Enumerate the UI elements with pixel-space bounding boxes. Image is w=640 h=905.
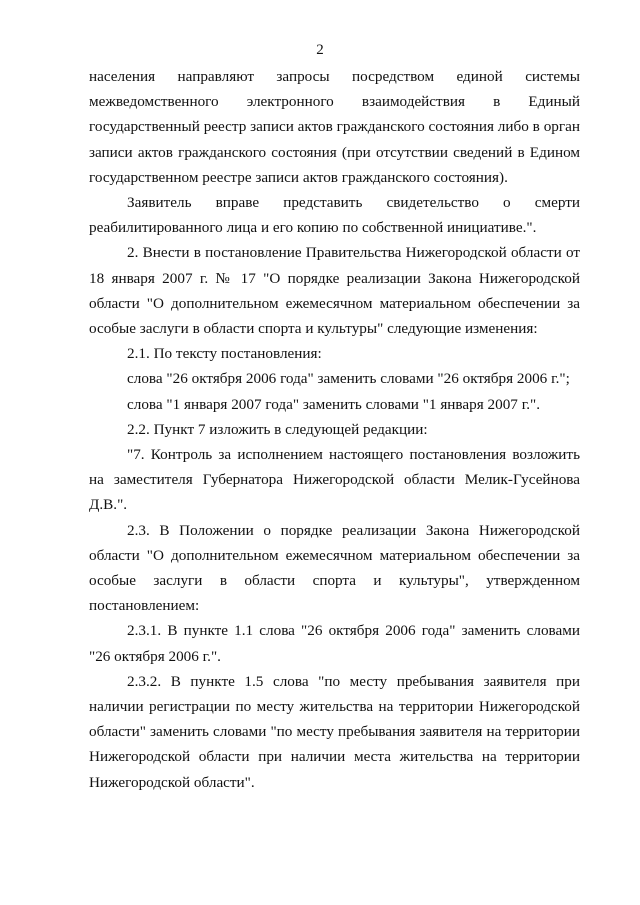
paragraph: 2. Внести в постановление Правительства Нижегородской области от 18 января 2007 г. № 17 "О порядке реализации Закона Нижегородской области "О дополнительном ежемесячном материальном обеспечении за особые заслуги в области спорта и культуры" следующие изменения: xyxy=(89,244,580,338)
paragraph: слова "1 января 2007 года" заменить словами "1 января 2007 г.". xyxy=(127,395,540,413)
page-number: 2 xyxy=(316,42,324,58)
paragraph: "7. Контроль за исполнением настоящего постановления возложить на заместителя Губернатора Нижегородской области Мелик-Гусейнова Д.В.". xyxy=(89,446,580,514)
paragraph: 2.3. В Положении о порядке реализации Закона Нижегородской области "О дополнительном ежемесячном материальном обеспечении за особые заслуги в области спорта и культуры", утвержденном постановлением: xyxy=(89,521,580,615)
document-body xyxy=(89,64,580,795)
paragraph: 2.3.2. В пункте 1.5 слова "по месту пребывания заявителя при наличии регистрации по месту жительства на территории Нижегородской области" заменить словами "по месту пребывания заявителя на территории Нижегородской области при наличии места жительства на территории Нижегородской области". xyxy=(89,672,580,791)
paragraph: слова "26 октября 2006 года" заменить словами "26 октября 2006 г."; xyxy=(127,370,570,388)
paragraph: 2.3.1. В пункте 1.1 слова "26 октября 2006 года" заменить словами "26 октября 2006 г.". xyxy=(89,622,580,665)
paragraph: Заявитель вправе представить свидетельство о смерти реабилитированного лица и его копию по собственной инициативе.". xyxy=(89,194,580,237)
paragraph: 2.1. По тексту постановления: xyxy=(127,345,322,363)
paragraph: населения направляют запросы посредством единой системы межведомственного электронного взаимодействия в Единый государственный реестр записи актов гражданского состояния либо в орган записи актов гражданского состояния (при отсутствии сведений в Едином государственном реестре записи актов гражданского состояния). xyxy=(89,68,580,186)
paragraph: 2.2. Пункт 7 изложить в следующей редакции: xyxy=(127,420,428,438)
